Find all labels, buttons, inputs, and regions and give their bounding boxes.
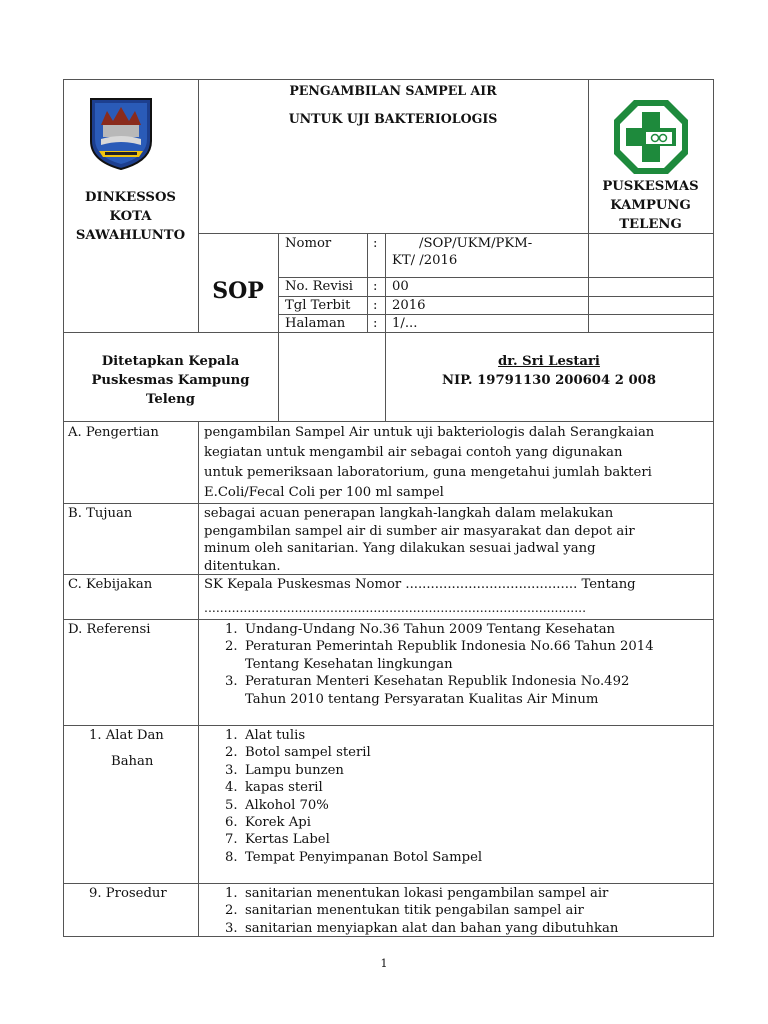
tujuan-label: B. Tujuan — [68, 506, 133, 521]
pengertian-text: pengambilan Sampel Air untuk uji bakteriologis dalah Serangkaian kegiatan untuk mengambil air sebagai contoh yang digunakan untuk pemeriksaan laboratorium, guna mengetahui jumlah bakteri E.Coli/Fecal Coli per 100 ml sampel — [204, 425, 655, 500]
terbit-colon: : — [373, 298, 378, 313]
sop-label: SOP — [212, 278, 264, 304]
kebijakan-line-2: ................................................................................................. — [204, 600, 587, 615]
list-item: 5. Alkohol 70% — [225, 797, 329, 813]
alat-label-1: 1. Alat Dan — [89, 728, 164, 743]
revisi-colon: : — [373, 279, 378, 294]
page-title: PENGAMBILAN SAMPEL AIR UNTUK UJI BAKTERIOLOGIS — [288, 83, 498, 126]
list-item: 4. kapas steril — [225, 780, 323, 796]
referensi-list — [225, 621, 654, 708]
signer-name: dr. Sri Lestari — [498, 354, 600, 369]
nomor-value-1: /SOP/UKM/PKM- — [419, 236, 533, 251]
city-logo — [87, 95, 155, 171]
kebijakan-line-1: SK Kepala Puskesmas Nomor ......................................... Tentang — [204, 577, 636, 592]
nomor-colon: : — [373, 236, 378, 251]
list-item: 1. Alat tulis — [225, 728, 306, 743]
pengertian-label: A. Pengertian — [68, 425, 159, 440]
puskesmas-logo — [612, 98, 690, 176]
list-item: 1. sanitarian menentukan lokasi pengambilan sampel air — [225, 886, 609, 901]
alat-list — [225, 727, 482, 866]
prosedur-list — [225, 885, 618, 937]
list-item: 8. Tempat Penyimpanan Botol Sampel — [225, 849, 483, 865]
terbit-value: 2016 — [392, 298, 426, 313]
nomor-label: Nomor — [285, 236, 332, 251]
list-item: 6. Korek Api — [225, 815, 311, 831]
halaman-label: Halaman — [285, 316, 346, 331]
list-item: 2. sanitarian menentukan titik pengabilan sampel air — [225, 903, 584, 919]
page-number: 1 — [380, 957, 388, 970]
revisi-value: 00 — [392, 279, 409, 294]
list-item: 1. Undang-Undang No.36 Tahun 2009 Tentang Kesehatan — [225, 622, 616, 637]
list-item: 3. Lampu bunzen — [225, 762, 344, 778]
terbit-label: Tgl Terbit — [285, 298, 351, 313]
halaman-colon: : — [373, 316, 378, 331]
list-item: 3. Peraturan Menteri Kesehatan Republik Indonesia No.492 Tahun 2010 tentang Persyaratan Kualitas Air Minum — [225, 674, 630, 707]
right-org-name: PUSKESMAS KAMPUNG TELENG — [602, 179, 699, 232]
list-item: 2. Peraturan Pemerintah Republik Indonesia No.66 Tahun 2014 Tentang Kesehatan lingkungan — [225, 639, 654, 672]
referensi-label: D. Referensi — [68, 622, 151, 637]
list-item: 3. sanitarian menyiapkan alat dan bahan yang dibutuhkan — [225, 920, 619, 936]
prosedur-label: 9. Prosedur — [89, 886, 167, 901]
tujuan-text: sebagai acuan penerapan langkah-langkah dalam melakukan pengambilan sampel air di sumber air masyarakat dan depot air minum oleh sanitarian. Yang dilakukan sesuai jadwal yang ditentukan. — [204, 506, 635, 574]
left-org-name: DINKESSOS KOTA SAWAHLUNTO — [75, 190, 186, 243]
list-item: 2. Botol sampel steril — [225, 745, 371, 761]
halaman-value: 1/... — [392, 316, 418, 331]
alat-label-2: Bahan — [111, 754, 154, 769]
nomor-value-2: KT/ /2016 — [392, 253, 458, 268]
list-item: 7. Kertas Label — [225, 832, 330, 848]
kebijakan-label: C. Kebijakan — [68, 577, 153, 592]
revisi-label: No. Revisi — [285, 279, 354, 294]
approval-label: Ditetapkan Kepala Puskesmas Kampung Teleng — [91, 354, 250, 407]
signer-nip: NIP. 19791130 200604 2 008 — [441, 373, 657, 388]
